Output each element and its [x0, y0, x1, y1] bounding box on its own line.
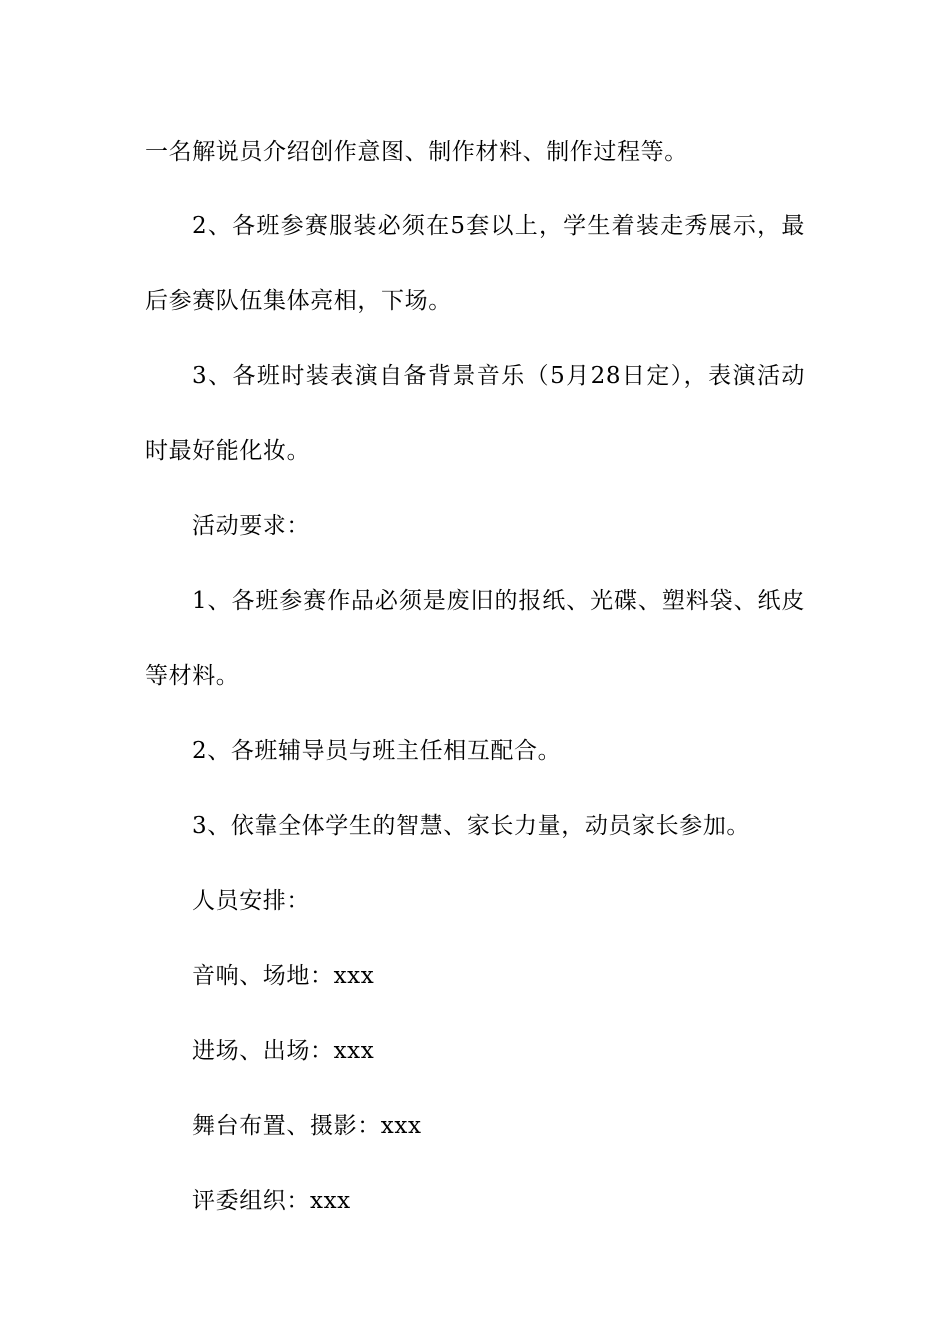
- paragraph-line: 2、各班参赛服装必须在5套以上，学生着装走秀展示，最: [192, 213, 805, 239]
- section-heading: 活动要求：: [192, 513, 310, 539]
- paragraph-line: 3、各班时装表演自备背景音乐（5月28日定），表演活动: [192, 363, 805, 389]
- paragraph-line: 后参赛队伍集体亮相，下场。: [145, 288, 452, 314]
- paragraph-line: 时最好能化妆。: [145, 438, 311, 464]
- paragraph-line: 2、各班辅导员与班主任相互配合。: [192, 738, 562, 764]
- staff-item: 进场、出场：xxx: [192, 1038, 375, 1064]
- staff-item: 音响、场地：xxx: [192, 963, 375, 989]
- paragraph-line: 一名解说员介绍创作意图、制作材料、制作过程等。: [145, 139, 688, 165]
- staff-item: 评委组织：xxx: [192, 1188, 351, 1214]
- paragraph-line: 等材料。: [145, 663, 240, 689]
- staff-item: 舞台布置、摄影：xxx: [192, 1113, 422, 1139]
- paragraph-line: 1、各班参赛作品必须是废旧的报纸、光碟、塑料袋、纸皮: [192, 588, 805, 614]
- section-heading: 人员安排：: [192, 888, 310, 914]
- paragraph-line: 3、依靠全体学生的智慧、家长力量，动员家长参加。: [192, 813, 751, 839]
